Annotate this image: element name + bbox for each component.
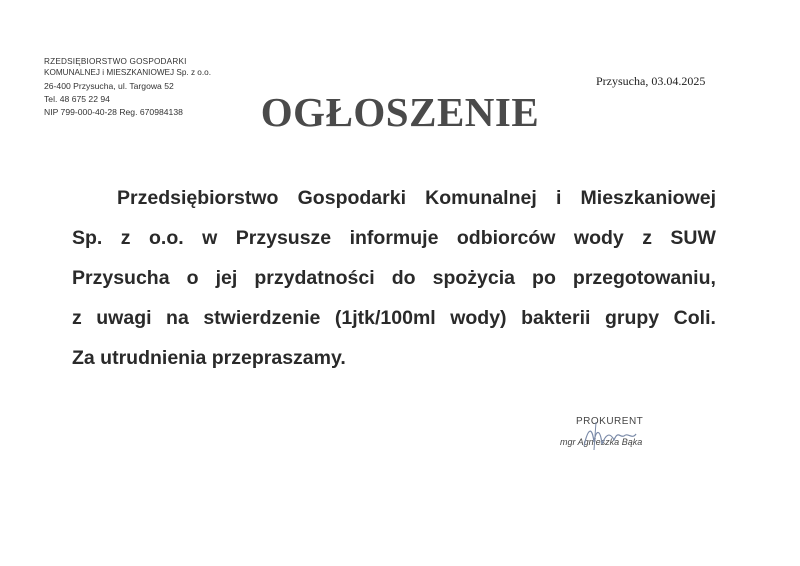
word: informuje (349, 227, 439, 249)
announcement-body (72, 178, 716, 378)
word: przydatności (254, 267, 375, 289)
word: jej (215, 267, 238, 289)
word: do (391, 267, 416, 289)
word: Mieszkaniowej (580, 187, 716, 209)
word: bakterii (521, 307, 591, 329)
handwritten-signature-icon (580, 420, 640, 454)
page-title: OGŁOSZENIE (260, 89, 540, 135)
word: z (120, 227, 131, 249)
word: przegotowaniu, (572, 267, 716, 289)
word: SUW (670, 227, 716, 249)
word: uwagi (96, 307, 152, 329)
body-line-5: Za utrudnienia przepraszamy. (72, 347, 346, 369)
word: Sp. (72, 227, 103, 249)
document-date: Przysucha, 03.04.2025 (596, 74, 706, 88)
signature-block (560, 416, 680, 447)
word: Gospodarki (297, 187, 406, 209)
word: grupy (604, 307, 660, 329)
word: Komunalnej (425, 187, 537, 209)
signature-role: PROKURENT (576, 416, 644, 427)
word: wody (573, 227, 624, 249)
stamp-line-3: 26-400 Przysucha, ul. Targowa 52 (44, 81, 174, 91)
word: Przysucha (72, 267, 170, 289)
word: spożycia (432, 267, 515, 289)
word: Przysusze (235, 227, 332, 249)
word: na (166, 307, 189, 329)
word: w (202, 227, 218, 249)
word: (1jtk/100ml (334, 307, 436, 329)
signature-name: mgr Agnieszka Bąka (560, 437, 643, 447)
word: odbiorców (456, 227, 556, 249)
word: o.o. (149, 227, 184, 249)
stamp-line-1: RZEDSIĘBIORSTWO GOSPODARKI (44, 57, 187, 66)
word: Przedsiębiorstwo (117, 187, 279, 209)
word: Coli. (673, 307, 716, 329)
stamp-line-2: KOMUNALNEJ i MIESZKANIOWEJ Sp. z o.o. (44, 68, 211, 77)
word: po (532, 267, 556, 289)
word: stwierdzenie (203, 307, 321, 329)
body-line-4 (72, 298, 716, 338)
word: z (642, 227, 652, 249)
body-line-3 (72, 258, 716, 298)
word: wody) (450, 307, 507, 329)
body-line-2 (72, 218, 716, 258)
word: o (186, 267, 199, 289)
stamp-line-4: Tel. 48 675 22 94 (44, 94, 110, 104)
body-line-1 (72, 178, 716, 218)
word: i (555, 187, 562, 209)
word: z (72, 307, 82, 329)
stamp-line-5: NIP 799-000-40-28 Reg. 670984138 (44, 107, 183, 117)
